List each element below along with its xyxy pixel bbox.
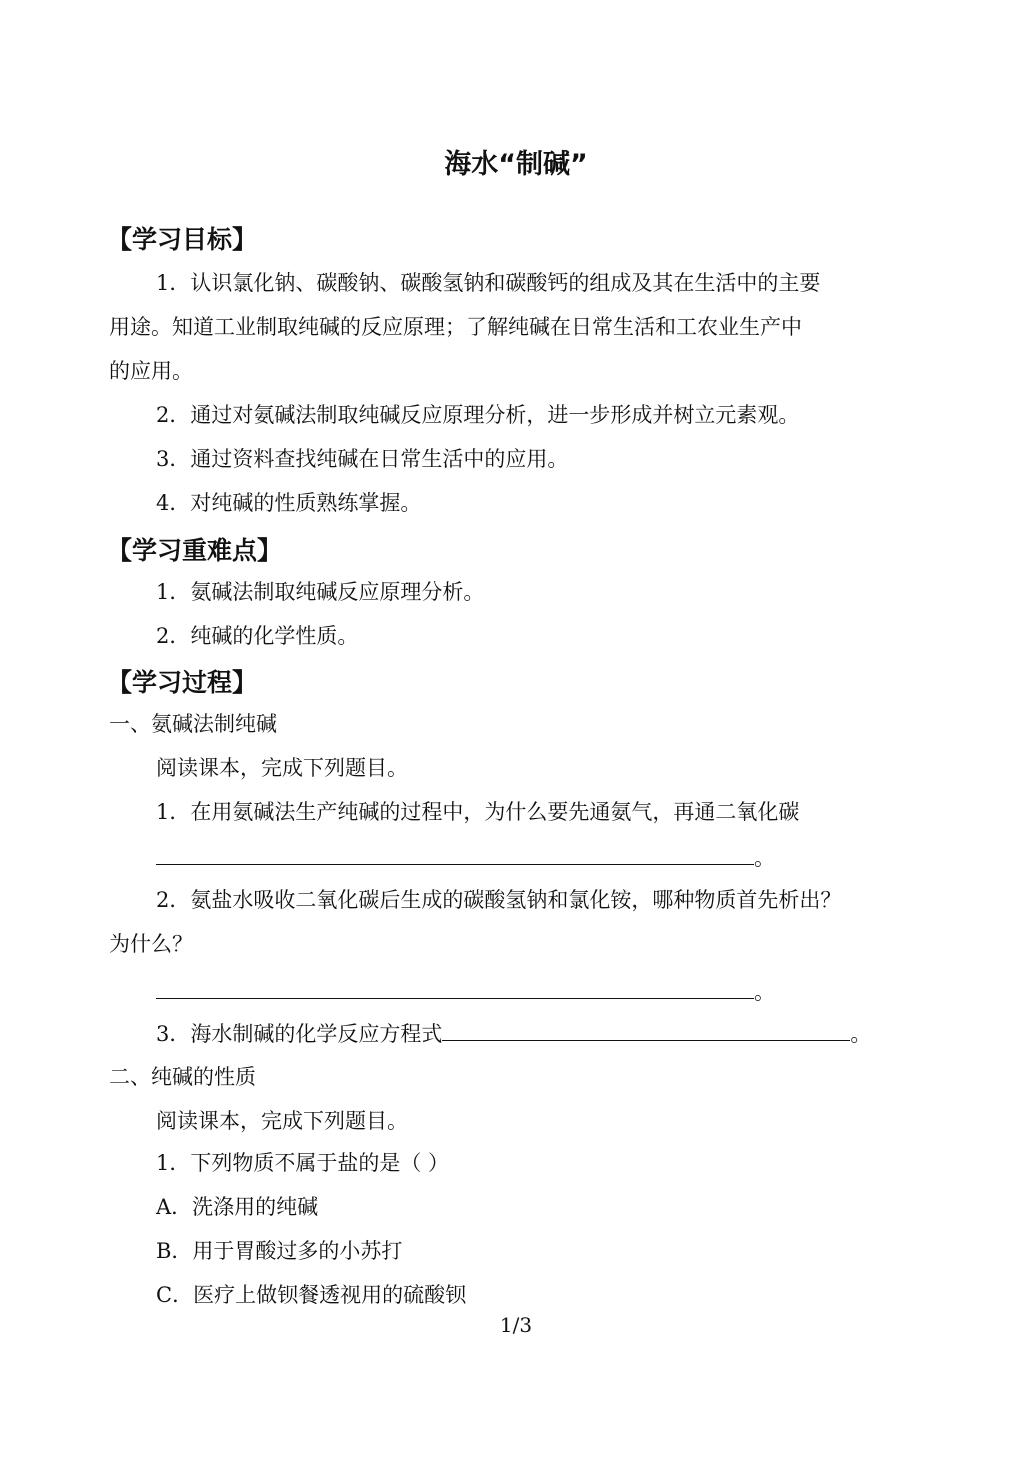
key-point-line: 1．氨碱法制取纯碱反应原理分析。	[156, 580, 485, 604]
goal-line: 2．通过对氨碱法制取纯碱反应原理分析，进一步形成并树立元素观。	[156, 403, 800, 427]
page-number: 1/3	[499, 1313, 533, 1337]
question-2-line1: 2．氨盐水吸收二氧化碳后生成的碳酸氢钠和氯化铵，哪种物质首先析出？	[156, 888, 842, 912]
question-1: 1．在用氨碱法生产纯碱的过程中，为什么要先通氨气，再通二氧化碳	[156, 800, 800, 824]
goal-line: 的应用。	[109, 359, 193, 383]
period: 。	[850, 1022, 872, 1046]
key-point-line: 2．纯碱的化学性质。	[156, 624, 359, 648]
goal-line: 1．认识氯化钠、碳酸钠、碳酸氢钠和碳酸钙的组成及其在生活中的主要	[156, 271, 821, 295]
option-c: C．医疗上做钡餐透视用的硫酸钡	[156, 1283, 467, 1307]
answer-line-2	[156, 976, 775, 1007]
answer-blank[interactable]	[156, 842, 754, 865]
answer-blank[interactable]	[156, 976, 754, 999]
answer-line-1	[156, 842, 775, 873]
page-title: 海水“制碱”	[444, 149, 588, 180]
goal-line: 4．对纯碱的性质熟练掌握。	[156, 491, 422, 515]
part1-intro: 阅读课本，完成下列题目。	[156, 756, 408, 780]
goal-line: 3．通过资料查找纯碱在日常生活中的应用。	[156, 447, 569, 471]
key-points-heading: 【学习重难点】	[107, 536, 283, 565]
part2-title: 二、纯碱的性质	[109, 1065, 256, 1089]
process-heading: 【学习过程】	[107, 668, 258, 697]
part1-title: 一、氨碱法制纯碱	[109, 712, 277, 736]
period: 。	[754, 846, 775, 870]
part2-intro: 阅读课本，完成下列题目。	[156, 1109, 408, 1133]
mc-question-1: 1．下列物质不属于盐的是（ ）	[156, 1151, 450, 1175]
question-3-text: 3．海水制碱的化学反应方程式	[156, 1022, 443, 1046]
question-2-line2: 为什么？	[109, 932, 193, 956]
goals-heading: 【学习目标】	[107, 225, 258, 254]
option-b: B．用于胃酸过多的小苏打	[156, 1239, 403, 1263]
answer-blank[interactable]	[442, 1018, 850, 1041]
option-a: A．洗涤用的纯碱	[156, 1195, 319, 1219]
goal-line: 用途。知道工业制取纯碱的反应原理；了解纯碱在日常生活和工农业生产中	[109, 315, 802, 339]
question-3	[156, 1018, 871, 1049]
period: 。	[754, 980, 775, 1004]
